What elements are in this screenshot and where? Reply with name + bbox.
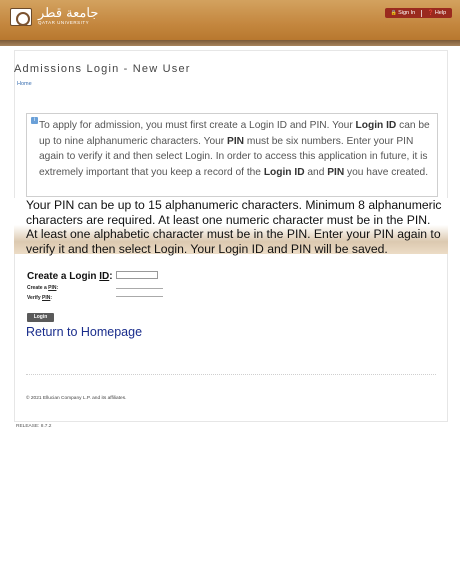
login-id-label: Create a Login ID: — [27, 271, 113, 282]
university-logo[interactable] — [8, 6, 98, 28]
footer-divider — [26, 374, 436, 375]
return-home-link[interactable]: Return to Homepage — [26, 325, 143, 339]
logo-arabic-text: جامعة قطر — [38, 6, 99, 21]
pin-rules-panel — [14, 198, 448, 254]
breadcrumb-home[interactable]: Home — [17, 81, 32, 87]
top-links-divider — [421, 10, 422, 17]
lock-icon: 🔒 — [390, 10, 398, 16]
login-button[interactable]: Login — [27, 313, 54, 322]
release-text: RELEASE: 8.7.2 — [16, 424, 52, 429]
page-title: Admissions Login - New User — [14, 63, 191, 75]
logo-english-text: QATAR UNIVERSITY — [38, 20, 90, 25]
sign-in-label: Sign In — [398, 10, 416, 16]
sign-in-link[interactable] — [391, 10, 415, 16]
header-bar — [0, 0, 460, 40]
pin-rules-text: Your PIN can be up to 15 alphanumeric characters. Minimum 8 alphanumeric characters are required. At least one numeric character must be in the PIN. At least one alphabetic character must be in the PIN. Enter your PIN again to verify it and then select Login. Your Login ID and PIN will be saved. — [26, 198, 442, 256]
login-id-input[interactable] — [116, 271, 158, 279]
info-text: To apply for admission, you must first create a Login ID and PIN. Your Login ID can be up to nine alphanumeric characters. Your PIN must be six numbers. Enter your PIN again to verify it and then select Login. In order to access this application in future, it is extremely important that you keep a record of the Login ID and PIN you have created. — [39, 120, 430, 178]
verify-pin-label: Verify PIN: — [27, 295, 53, 301]
help-icon: ❓ — [427, 10, 434, 16]
help-link[interactable] — [428, 10, 447, 16]
help-label: Help — [434, 10, 447, 16]
create-pin-label: Create a PIN: — [27, 285, 59, 291]
verify-pin-input[interactable] — [116, 291, 163, 297]
top-links-bar — [385, 8, 452, 18]
copyright-text: © 2021 Ellucian Company L.P. and its affiliates. — [26, 396, 127, 401]
logo-emblem-icon — [10, 8, 32, 26]
info-icon: i — [31, 117, 38, 124]
header-stripe — [0, 40, 460, 46]
info-box — [26, 113, 438, 197]
create-pin-input[interactable] — [116, 283, 163, 289]
